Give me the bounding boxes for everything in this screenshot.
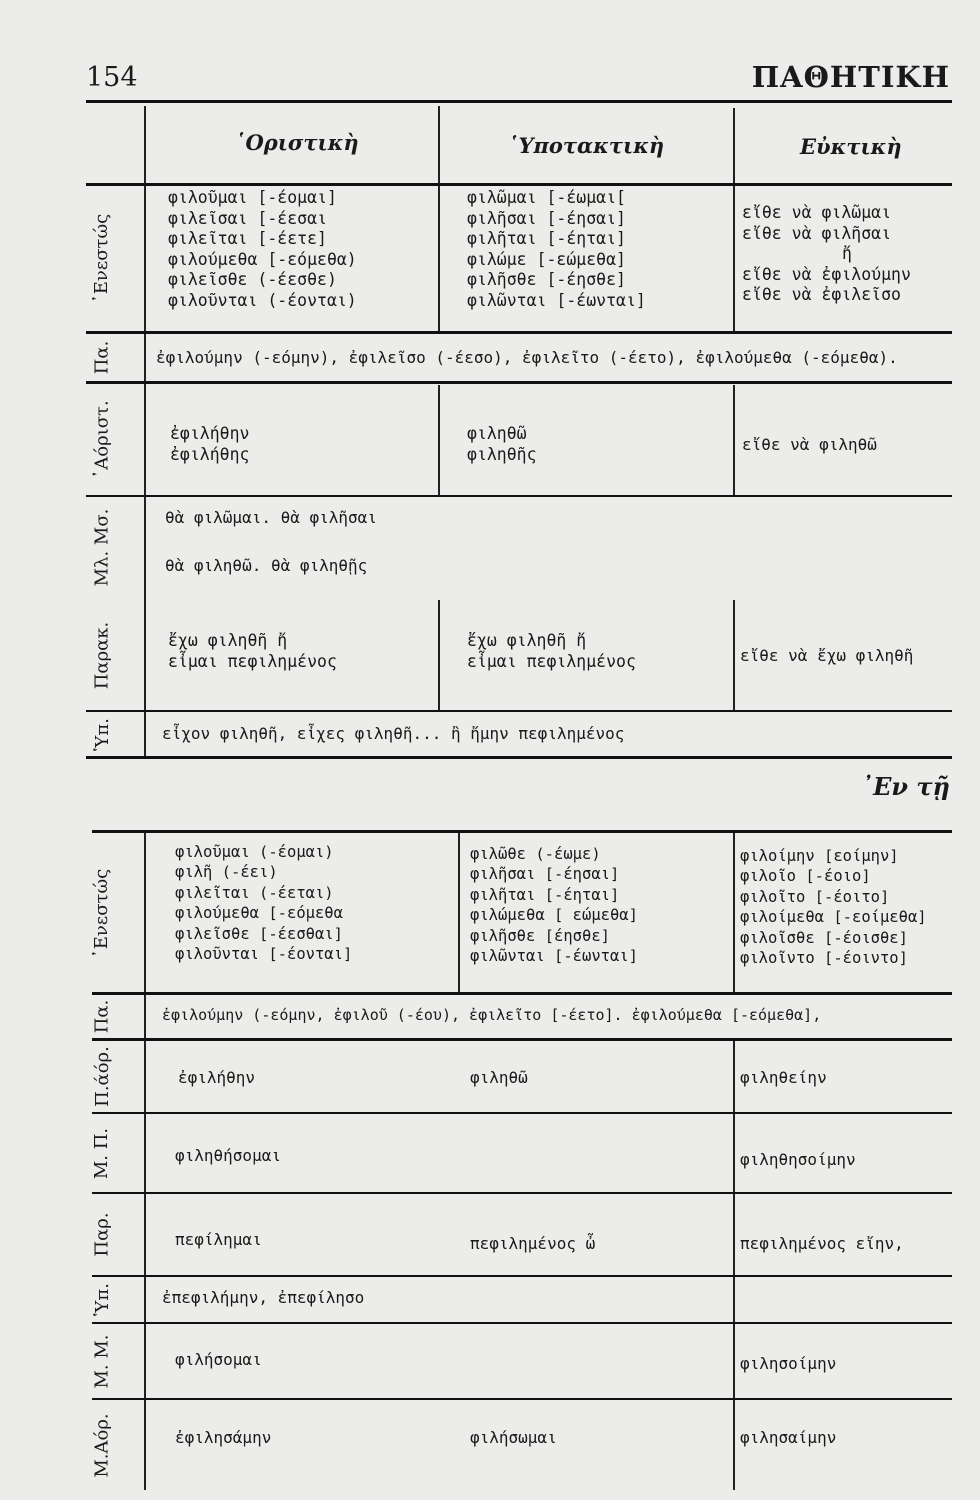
future-passive-optative: φιληθησοίμην	[740, 1150, 856, 1169]
row-label-present: ᾿Ενεστώς	[91, 213, 113, 304]
row-label-imperfect: Πα.	[91, 340, 113, 375]
row-label-future: Μλ. Μσ.	[91, 508, 113, 586]
row-label-future-middle: Μ. Μ.	[91, 1333, 113, 1389]
pluperfect-forms: εἶχον φιληθῆ, εἶχες φιληθῆ... ἢ ἤμην πεφιλημένος	[162, 724, 625, 743]
form-line: εἶμαι πεφιλημένος	[467, 651, 636, 671]
running-title: ΠΑΘΗΤΙΚΗ	[751, 60, 950, 94]
table-rule	[92, 1192, 952, 1194]
present-indicative	[175, 842, 352, 964]
form-line: φιλῆσαι [-έησαι]	[470, 865, 620, 884]
column-heading-optative: Εὐκτικὴ	[800, 134, 902, 159]
table-rule	[92, 1275, 952, 1277]
form-line: ἐφιλήθην	[170, 424, 250, 443]
table-rule	[92, 992, 952, 995]
row-label-pluperfect: Ὑπ.	[91, 1283, 113, 1316]
row-label-imperfect: Πα.	[91, 999, 113, 1034]
form-line: εἶμαι πεφιλημένος	[168, 651, 337, 671]
table-rule	[92, 1038, 952, 1041]
imperfect-forms: ἐφιλούμην (-εόμην, ἐφιλοῦ (-έου), ἐφιλεῖτο [-έετο]. ἐφιλούμεθα [-εόμεθα],	[162, 1006, 822, 1024]
perfect-indicative: πεφίλημαι	[175, 1230, 262, 1249]
row-label-aorist: ᾿Αόριστ.	[91, 400, 113, 479]
column-divider	[733, 108, 735, 334]
form-line: φιλοίμην [εοίμην]	[740, 847, 899, 865]
table-rule	[86, 381, 952, 384]
form-line: εἴθε νὰ ἐφιλεῖσο	[742, 285, 901, 305]
form-line: ἤ	[842, 244, 852, 264]
form-line: φιλοῦνται (-έονται)	[168, 290, 357, 310]
form-line: εἴθε νὰ φιλῆσαι	[742, 223, 892, 243]
column-divider	[144, 106, 146, 758]
form-line: φιλῆται [-έηται]	[467, 229, 626, 249]
imperfect-forms: ἐφιλούμην (-εόμην), ἐφιλεῖσο (-έεσο), ἐφιλεῖτο (-έετο), ἐφιλούμεθα (-εόμεθα).	[156, 348, 898, 367]
table-rule	[92, 1112, 952, 1114]
column-divider	[438, 385, 440, 495]
form-line: φιλεῖσθε (-έεσθε)	[168, 270, 337, 290]
passive-aorist-indicative: ἐφιλήθην	[178, 1068, 256, 1087]
perfect-optative: εἴθε νὰ ἔχω φιληθῆ	[740, 646, 914, 665]
form-line: φιλοῖτο [-έοιτο]	[740, 887, 890, 906]
future-middle-indicative: φιλήσομαι	[175, 1350, 262, 1369]
table-rule	[86, 495, 952, 497]
passive-aorist-optative: φιληθείην	[740, 1068, 827, 1087]
form-line: φιλῆ (-έει)	[175, 863, 278, 882]
table-rule	[86, 183, 952, 186]
form-line: φιλεῖσθε [-έεσθαι]	[175, 924, 343, 943]
form-line: φιλῶθε (-έωμε)	[470, 845, 601, 863]
column-heading-indicative: ῾Οριστικὴ	[235, 130, 359, 155]
form-line: φιλεῖται [-έετε]	[168, 229, 327, 249]
form-line: φιλῶνται [-έωνται]	[467, 290, 646, 310]
form-line: φιλῆσθε [έησθε]	[470, 926, 610, 945]
form-line: φιλῶνται [-έωνται]	[470, 947, 638, 966]
form-line: φιλοίμεθα [-εοίμεθα]	[740, 908, 927, 927]
column-divider	[733, 385, 735, 495]
form-line: ἔχω φιληθῆ ἤ	[168, 631, 288, 650]
column-divider	[144, 832, 146, 1490]
present-optative	[742, 203, 911, 306]
passive-aorist-subjunctive: φιληθῶ	[470, 1068, 528, 1087]
table-rule	[86, 331, 952, 334]
row-label-present: ᾿Ενεστώς	[91, 868, 113, 958]
present-indicative	[168, 188, 357, 312]
form-line: ἔχω φιληθῆ ἤ	[467, 631, 587, 650]
form-line: εἴθε νὰ ἐφιλούμην	[742, 264, 911, 284]
row-label-aorist-middle: Μ.Αόρ.	[91, 1412, 113, 1478]
row-label-pluperfect: Ὑπ.	[91, 717, 113, 751]
aorist-indicative	[170, 424, 249, 465]
future-middle-optative: φιλησοίμην	[740, 1354, 837, 1373]
future-line-2: θὰ φιληθῶ. θὰ φιληθῇς	[165, 556, 368, 575]
form-line: φιλούμεθα [-εόμεθα	[175, 904, 343, 923]
column-divider	[438, 600, 440, 710]
form-line: φιλοῖσθε [-έοισθε]	[740, 928, 908, 947]
pluperfect-forms: ἐπεφιλήμην, ἐπεφίλησο	[162, 1288, 365, 1307]
form-line: φιλῆσαι [-έησαι]	[467, 208, 626, 228]
column-divider	[438, 106, 440, 332]
column-divider	[458, 832, 460, 992]
form-line: φιλοῦμαι (-έομαι)	[175, 843, 334, 861]
table-rule	[86, 756, 952, 759]
form-line: φιλοῖο [-έοιο]	[740, 867, 871, 886]
aorist-middle-indicative: ἐφιλησάμην	[175, 1428, 272, 1447]
perfect-subjunctive	[467, 631, 636, 672]
present-subjunctive	[467, 188, 646, 312]
present-optative	[740, 846, 927, 968]
perfect-optative: πεφιλημένος εἴην,	[740, 1234, 904, 1253]
form-line: φιλῆσθε [-έησθε]	[467, 270, 626, 290]
table-rule	[92, 1322, 952, 1324]
header-rule	[86, 100, 952, 103]
form-line: φιλεῖσαι [-έεσαι	[168, 208, 327, 228]
form-line: φιλῶμαι [-έωμαι[	[467, 188, 626, 207]
aorist-middle-subjunctive: φιλήσωμαι	[470, 1428, 557, 1447]
aorist-middle-optative: φιλησαίμην	[740, 1428, 837, 1447]
form-line: φιλῆται [-έηται]	[470, 885, 620, 904]
form-line: φιλώμε [-εώμεθα]	[467, 249, 626, 269]
column-divider	[733, 600, 735, 710]
table-rule	[86, 710, 952, 712]
page-number: 154	[86, 62, 138, 93]
table-rule	[92, 830, 952, 833]
form-line: φιληθῆς	[467, 444, 537, 464]
column-divider	[733, 832, 735, 992]
section-title: ᾿Εν τῇ	[861, 772, 950, 801]
form-line: φιλοῦμαι [-έομαι]	[168, 188, 337, 207]
column-heading-subjunctive: ῾Υποτακτικὴ	[508, 133, 665, 158]
form-line: φιληθῶ	[467, 424, 527, 443]
form-line: φιλοῖντο [-έοιντο]	[740, 949, 908, 968]
row-label-perfect: Παρ.	[91, 1212, 113, 1257]
column-divider	[733, 1040, 735, 1490]
form-line: ἐφιλήθης	[170, 444, 250, 464]
row-label-future-passive: Μ. Π.	[91, 1127, 113, 1179]
future-line-1: θὰ φιλῶμαι. θὰ φιλῆσαι	[165, 508, 377, 527]
row-label-perfect: Παρακ.	[91, 621, 113, 689]
aorist-optative: εἴθε νὰ φιληθῶ	[742, 435, 877, 454]
present-subjunctive	[470, 844, 638, 966]
form-line: φιλοῦνται [-έονται]	[175, 945, 353, 964]
form-line: εἴθε νὰ φιλῶμαι	[742, 203, 892, 222]
aorist-subjunctive	[467, 424, 537, 465]
perfect-subjunctive: πεφιλημένος ὦ	[470, 1234, 596, 1253]
perfect-indicative	[168, 631, 337, 672]
form-line: φιλώμεθα [ εώμεθα]	[470, 906, 638, 925]
form-line: φιλούμεθα [-εόμεθα)	[168, 249, 357, 269]
form-line: φιλεῖται (-έεται)	[175, 883, 334, 902]
future-passive-indicative: φιληθήσομαι	[175, 1146, 281, 1165]
row-label-passive-aorist: Π.άόρ.	[91, 1046, 113, 1107]
table-rule	[92, 1398, 952, 1400]
